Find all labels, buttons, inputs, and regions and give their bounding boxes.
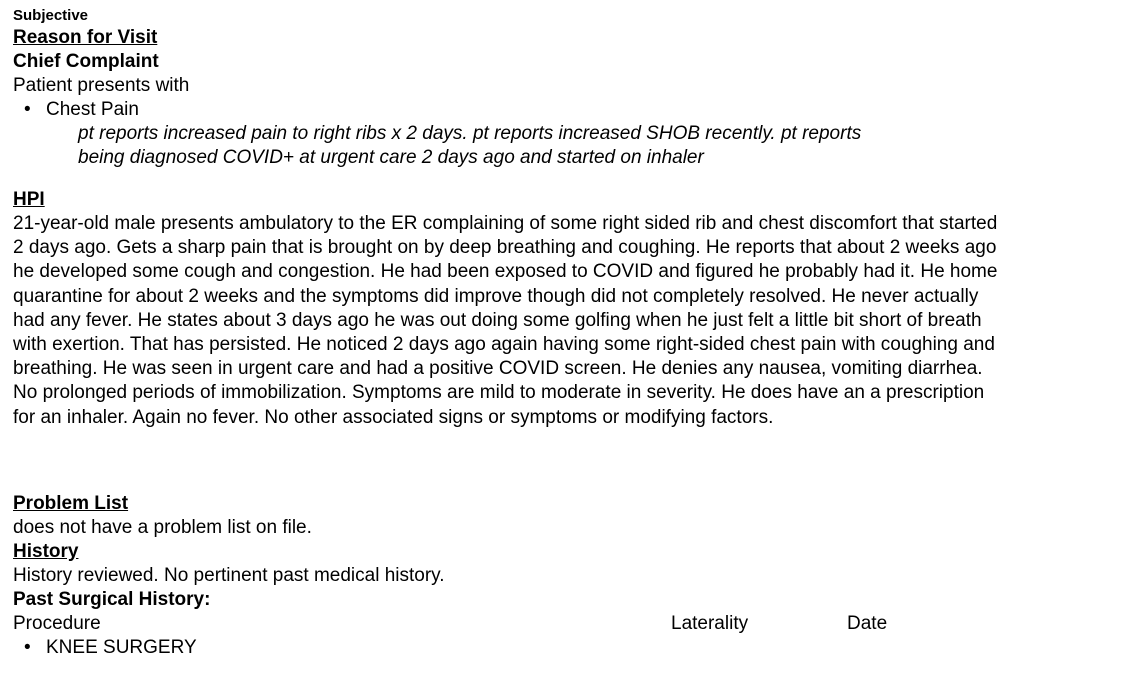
complaint-comment-line: pt reports increased pain to right ribs x 2 days. pt reports increased SHOB recently. pt reports (78, 123, 862, 144)
hpi-line: 21-year-old male presents ambulatory to the ER complaining of some right sided rib and chest discomfort that started (13, 213, 998, 234)
presents-with-text: Patient presents with (13, 75, 190, 96)
complaint-text: Chest Pain (46, 99, 139, 120)
chief-complaint-label: Chief Complaint (13, 51, 159, 72)
hpi-line: he developed some cough and congestion. He had been exposed to COVID and figured he probably had it. He home (13, 261, 998, 283)
hpi-paragraph (13, 212, 1131, 430)
hpi-line: quarantine for about 2 weeks and the symptoms did improve though did not completely resolved. He never actually (13, 285, 979, 307)
past-surgical-history-label: Past Surgical History: (13, 588, 211, 610)
bullet-icon: • (24, 636, 31, 658)
hpi-line: for an inhaler. Again no fever. No other associated signs or symptoms or modifying factors. (13, 406, 774, 428)
complaint-comment-line: being diagnosed COVID+ at urgent care 2 days ago and started on inhaler (78, 147, 704, 168)
spacer (13, 430, 1131, 492)
problem-list-text: does not have a problem list on file. (13, 516, 312, 538)
hpi-line: 2 days ago. Gets a sharp pain that is brought on by deep breathing and coughing. He reports that about 2 weeks ago (13, 237, 997, 259)
hpi-heading: HPI (13, 189, 45, 210)
hpi-line: with exertion. That has persisted. He noticed 2 days ago again having some right-sided chest pain with coughing and (13, 333, 995, 355)
laterality-column-header: Laterality (671, 612, 749, 634)
history-text: History reviewed. No pertinent past medical history. (13, 564, 445, 586)
history-heading: History (13, 540, 79, 562)
procedure-name: KNEE SURGERY (46, 636, 197, 658)
date-column-header: Date (847, 612, 888, 634)
spacer (13, 170, 1131, 188)
problem-list-heading: Problem List (13, 492, 129, 514)
reason-for-visit-heading: Reason for Visit (13, 27, 158, 48)
subjective-label: Subjective (13, 7, 89, 24)
surgical-history-table-header (13, 612, 1131, 636)
complaint-item (13, 98, 1131, 122)
bullet-icon: • (24, 99, 31, 120)
hpi-line: had any fever. He states about 3 days ago he was out doing some golfing when he just felt a little bit short of breath (13, 309, 982, 331)
hpi-line: No prolonged periods of immobilization. Symptoms are mild to moderate in severity. He does have an a prescription (13, 382, 985, 404)
hpi-line: breathing. He was seen in urgent care and had a positive COVID screen. He denies any nausea, vomiting diarrhea. (13, 358, 983, 380)
procedure-column-header: Procedure (13, 612, 101, 634)
procedure-item (13, 636, 1131, 660)
clinical-note (13, 6, 1131, 660)
